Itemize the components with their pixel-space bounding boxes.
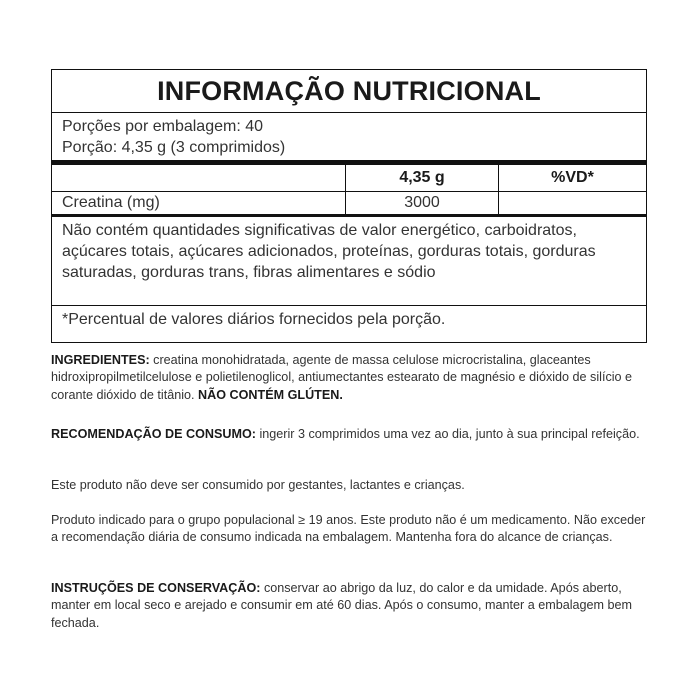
table-header-row xyxy=(52,165,646,192)
indication-paragraph: Produto indicado para o grupo populacional ≥ 19 anos. Este produto não é um medicamento. Não exceder a recomendação diária de consumo indicada na embalagem. Mantenha fora do alcance de crianças. xyxy=(51,513,646,545)
servings-per-package: Porções por embalagem: 40 xyxy=(62,118,263,135)
ingredients-paragraph xyxy=(51,352,651,404)
storage-label: INSTRUÇÕES DE CONSERVAÇÃO: xyxy=(51,581,261,595)
nutrient-amount: 3000 xyxy=(346,192,499,214)
gluten-statement: NÃO CONTÉM GLÚTEN. xyxy=(198,387,343,402)
storage-text: conservar ao abrigo da luz, do calor e da umidade. Após aberto, manter em local seco e arejado e consumir em até 60 dias. Após o consumo, manter a embalagem bem fechada. xyxy=(51,581,633,630)
nutrient-name: Creatina (mg) xyxy=(52,192,346,214)
ingredients-label: INGREDIENTES: xyxy=(51,353,150,367)
title-row xyxy=(52,70,646,113)
panel-title: INFORMAÇÃO NUTRICIONAL xyxy=(157,75,541,106)
serving-size: Porção: 4,35 g (3 comprimidos) xyxy=(62,139,286,156)
warning-paragraph: Este produto não deve ser consumido por gestantes, lactantes e crianças. xyxy=(51,478,465,492)
recommendation-paragraph xyxy=(51,426,651,443)
table-row xyxy=(52,192,646,217)
header-cell-dv: %VD* xyxy=(551,169,594,186)
header-cell-amount: 4,35 g xyxy=(346,165,499,191)
nutrition-facts-panel xyxy=(51,69,647,343)
recommendation-label: RECOMENDAÇÃO DE CONSUMO: xyxy=(51,427,256,441)
insignificant-amounts-note: Não contém quantidades significativas de valor energético, carboidratos, açúcares totais, açúcares adicionados, proteínas, gorduras totais, gorduras saturadas, gorduras trans, fibras alimentares e sódio xyxy=(52,217,646,306)
ingredients-text: creatina monohidratada, agente de massa celulose microcristalina, glaceantes hidroxipropilmetilcelulose e polietilenoglicol, antiumectantes estearato de magnésio e dióxido de silício e corante dióxido de titânio. xyxy=(51,353,633,402)
nutrient-dv xyxy=(499,192,646,214)
recommendation-text: ingerir 3 comprimidos uma vez ao dia, junto à sua principal refeição. xyxy=(256,427,640,441)
daily-value-footnote: *Percentual de valores diários fornecidos pela porção. xyxy=(62,311,446,328)
serving-info xyxy=(52,113,646,165)
storage-paragraph xyxy=(51,580,651,632)
header-cell-name xyxy=(52,165,346,191)
